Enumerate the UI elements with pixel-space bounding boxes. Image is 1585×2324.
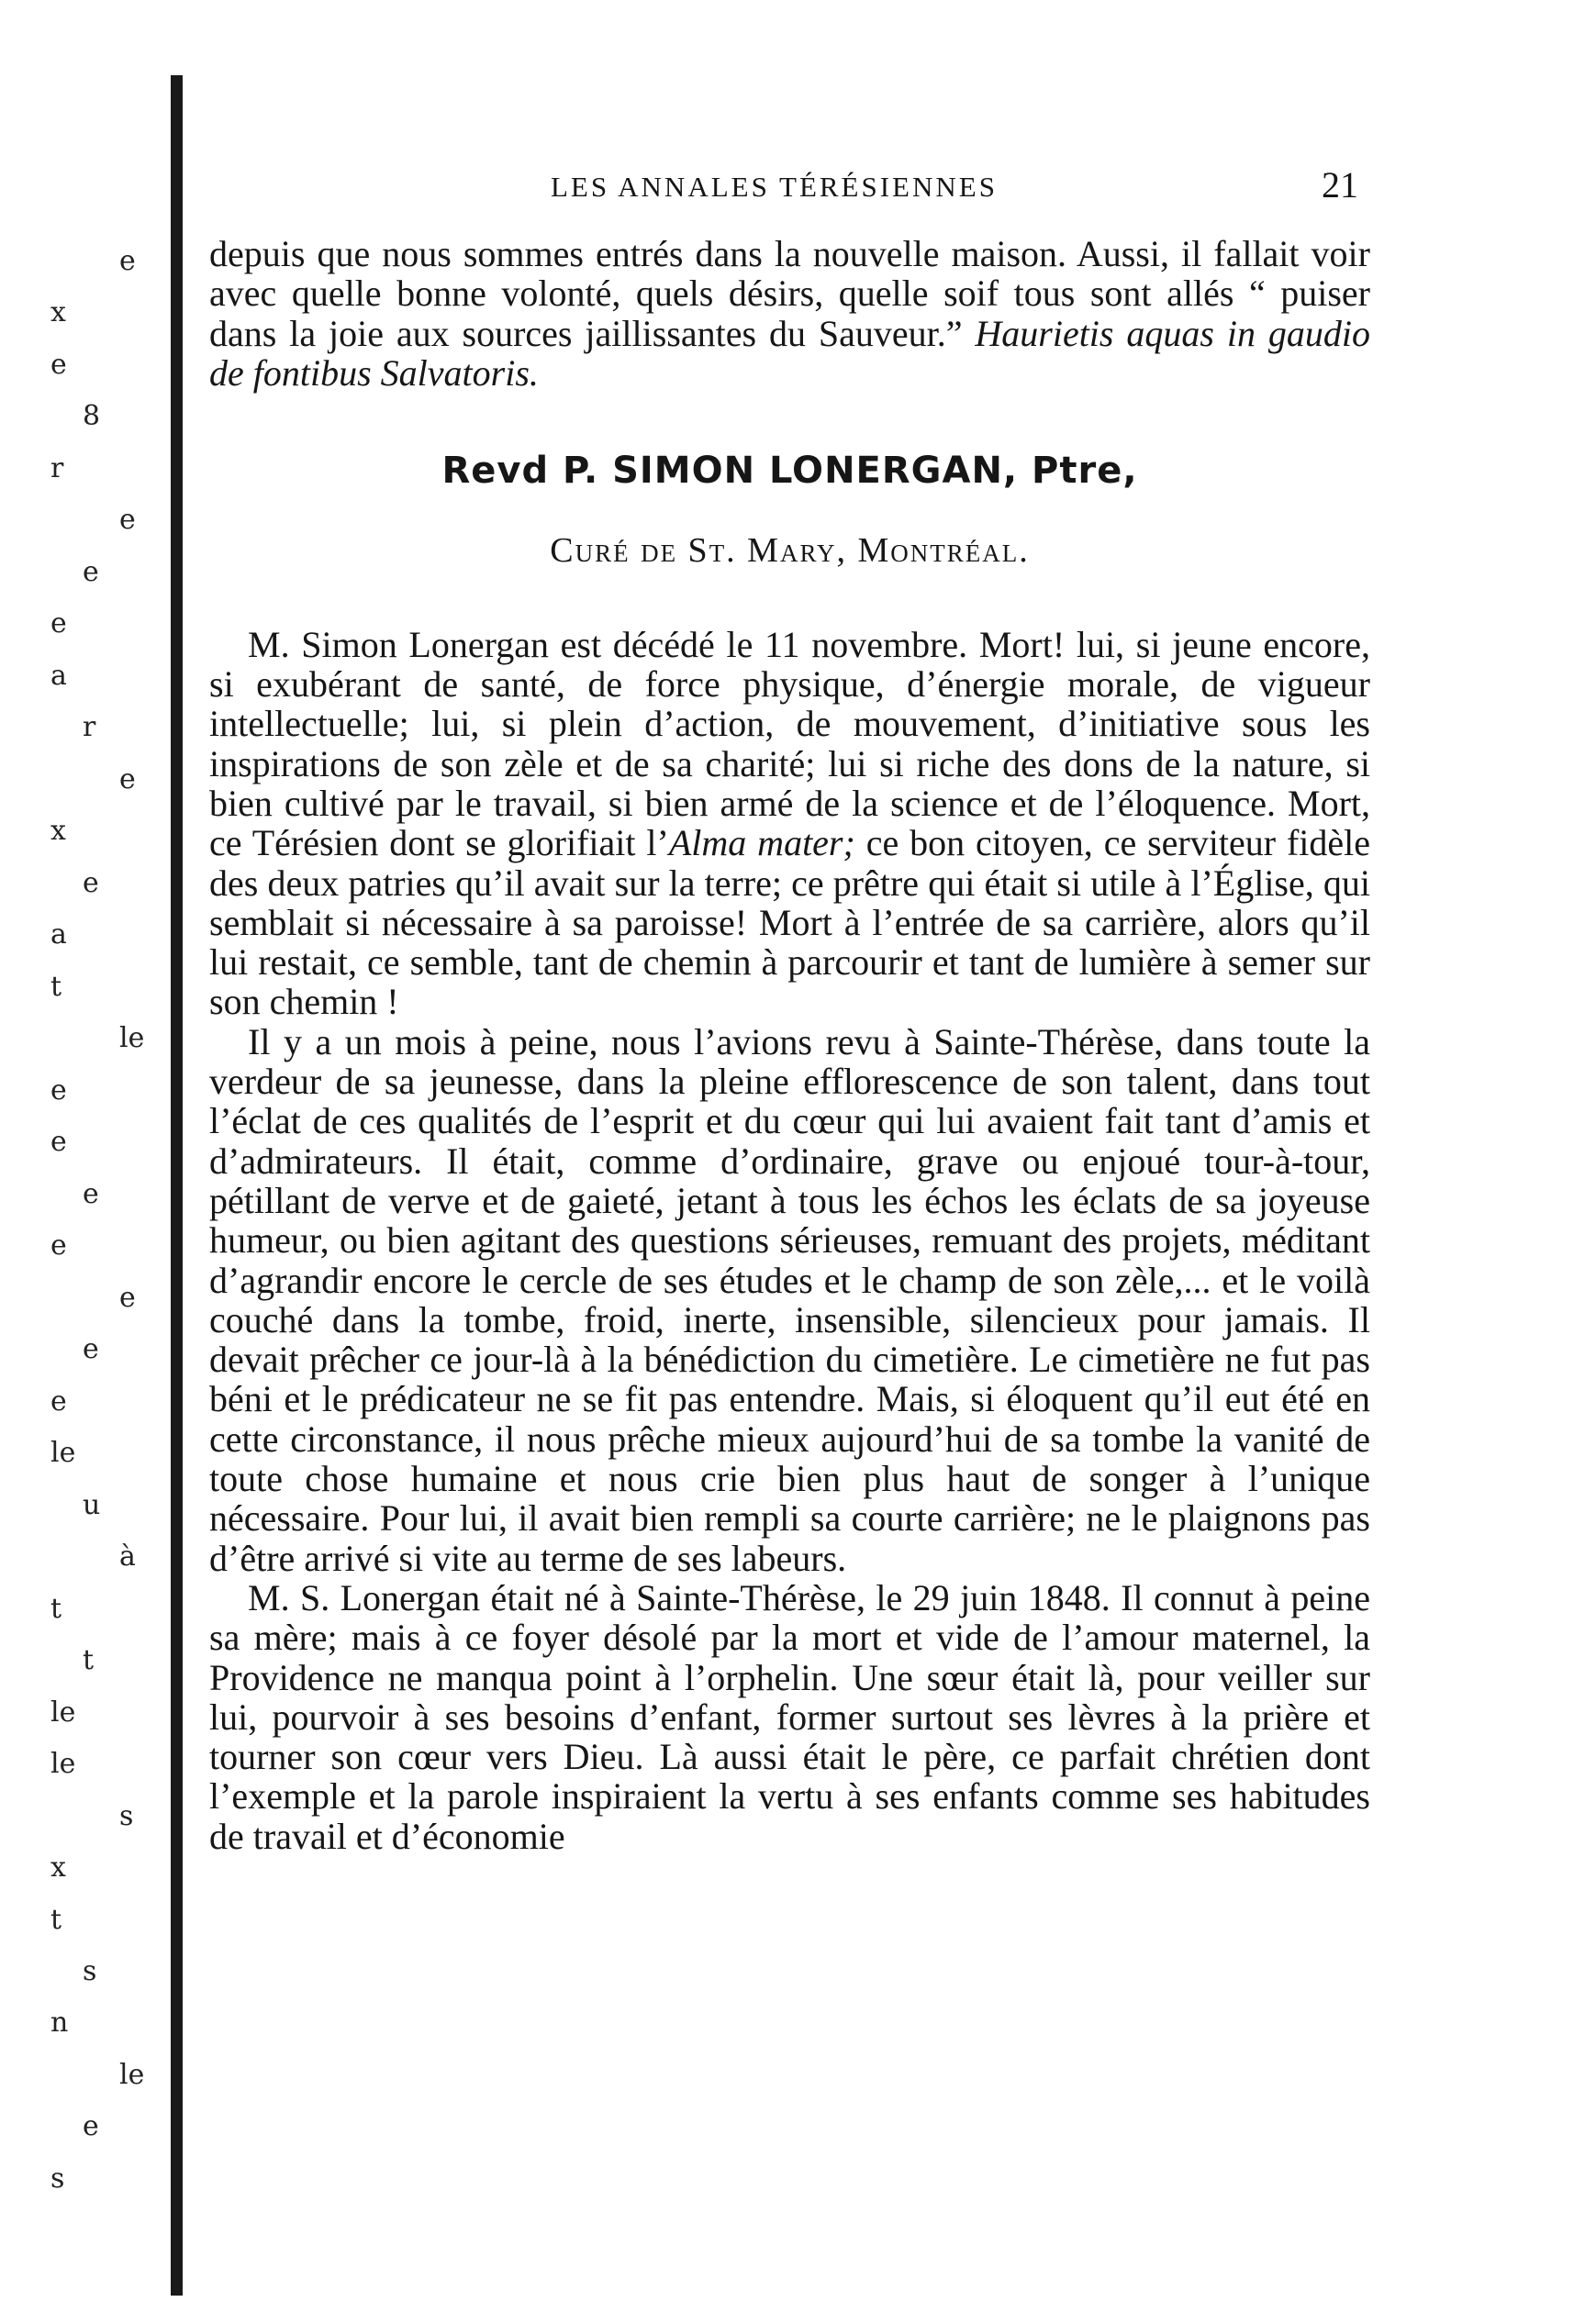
margin-letter: e [50,1126,67,1159]
margin-letter: a [50,659,67,692]
margin-letter: r [50,451,64,484]
margin-letter: t [50,1592,62,1625]
margin-letter: e [50,1384,67,1418]
margin-letter: e [83,2110,99,2143]
paragraph-2: Il y a un mois à peine, nous l’avions revu à Sainte-Thérèse, dans toute la verdeur de sa jeunesse, dans la pleine efflorescence de son talent, dans tout l’éclat de ces qualités de l’esprit et du cœur qui lui avaient fait tant d’amis et d’admirateurs. Il était, comme d’ordinaire, grave ou enjoué tour-à-tour, pétillant de verve et de gaieté, jetant à tous les échos les éclats de sa joyeuse humeur, ou bien agitant des questions sérieuses, remuant des projets, méditant d’agrandir encore le cercle de ses études et le champ de son zèle,... et le voilà couché dans la tombe, froid, inerte, insensible, silencieux pour jamais. Il devait prêcher ce jour-là à la bénédiction du cimetière. Le cimetière ne fut pas béni et le prédicateur ne se fit pas entendre. Mais, si éloquent qu’il eut été en cette circonstance, il nous prêche mieux aujourd’hui de sa tombe la vanité de toute chose humaine et nous crie bien plus haut de songer à l’unique nécessaire. Pour lui, il avait bien rempli sa courte carrière; ne le plaignons pas d’être arrivé si vite au terme de ses labeurs. [209,1020,1370,1579]
margin-letter: le [50,1748,76,1781]
margin-letter: le [119,1022,145,1055]
margin-letter: s [119,1799,134,1832]
binding-edge [171,75,183,2296]
margin-letter: n [50,2007,69,2040]
paragraph-1-part1: M. Simon Lonergan est décédé le 11 novembre. Mort! lui, si jeune encore, si exubérant de santé, de force physique, d’énergie morale, de vigueur intellectuelle; lui, si plein d’action, de mouvement, d’initiative sous les inspirations de son zèle et de sa charité; lui si riche des dons de la nature, si bien cultivé par le travail, si bien armé de la science et de l’éloquence. Mort, ce Térésien dont se glorifiait l’ [209,623,1370,864]
margin-letter: e [50,1229,67,1262]
obituary-subtitle: Curé de St. Mary, Montréal. [550,531,1030,571]
margin-letter: le [50,1696,76,1729]
margin-letter: e [50,1073,67,1106]
margin-letter: t [50,1903,62,1936]
page-number: 21 [1322,164,1358,206]
adjacent-page-letters [0,245,165,2195]
alma-mater-text: Alma mater; [668,822,855,864]
margin-letter: e [83,866,99,899]
paragraph-3: M. S. Lonergan était né à Sainte-Thérèse, le 29 juin 1848. Il connut à peine sa mère; mais à ce foyer désolé par la mort et vide de l’amour maternel, la Providence ne manqua point à l’orphelin. Une sœur était là, pour veiller sur lui, pourvoir à ses besoins d’enfant, former surtout ses lèvres à la prière et tourner son cœur vers Dieu. Là aussi était le père, ce parfait chrétien dont l’exemple et la parole inspiraient la vertu à ses enfants comme ses habitudes de travail et d’économie [209,1576,1370,1857]
margin-letter: 8 [83,400,101,433]
margin-letter: e [83,1177,99,1210]
margin-letter: e [50,348,67,381]
margin-letter: s [50,2162,65,2195]
intro-text: depuis que nous sommes entrés dans la nouvelle maison. Aussi, il fallait voir avec quelle bonne volonté, quels désirs, quelle soif tous sont allés “ puiser dans la joie aux sources jaillissantes du Sauveur.” [209,233,1370,354]
text-block [209,234,1370,1856]
running-title: LES ANNALES TÉRÉSIENNES [551,171,998,203]
obituary-title: Revd P. SIMON LONERGAN, Ptre, [441,450,1138,493]
margin-letter: e [119,762,136,795]
margin-letter: e [119,504,136,537]
margin-letter: x [50,296,66,329]
margin-letter: le [119,2058,145,2091]
paragraph-1-part2: ce bon citoyen, ce serviteur fidèle des deux patries qu’il avait sur la terre; ce prêtre qui était si utile à l’Église, qui semblait si nécessaire à sa paroisse! Mort à l’entrée de sa carrière, alors qu’il lui restait, ce semble, tant de chemin à parcourir et tant de lumière à semer sur son chemin ! [209,822,1371,1023]
margin-letter: u [83,1488,101,1521]
margin-letter: a [50,918,67,951]
margin-letter: e [83,1333,99,1366]
margin-letter: le [50,1437,76,1470]
latin-quote: Haurietis aquas in gaudio de fontibus Salvatoris. [209,312,1370,394]
paragraph-1 [209,625,1370,1022]
margin-letter: x [50,815,66,848]
margin-letter: e [119,1281,136,1314]
margin-letter: t [50,970,62,1003]
margin-letter: t [83,1644,95,1677]
margin-letter: x [50,1851,66,1885]
margin-letter: à [119,1540,136,1573]
margin-letter: s [83,1954,97,1987]
margin-letter: e [119,245,136,277]
margin-letter: e [83,555,99,588]
intro-paragraph [209,234,1370,393]
page-header [551,163,1395,209]
margin-letter: e [50,607,67,640]
margin-letter: r [83,711,96,744]
